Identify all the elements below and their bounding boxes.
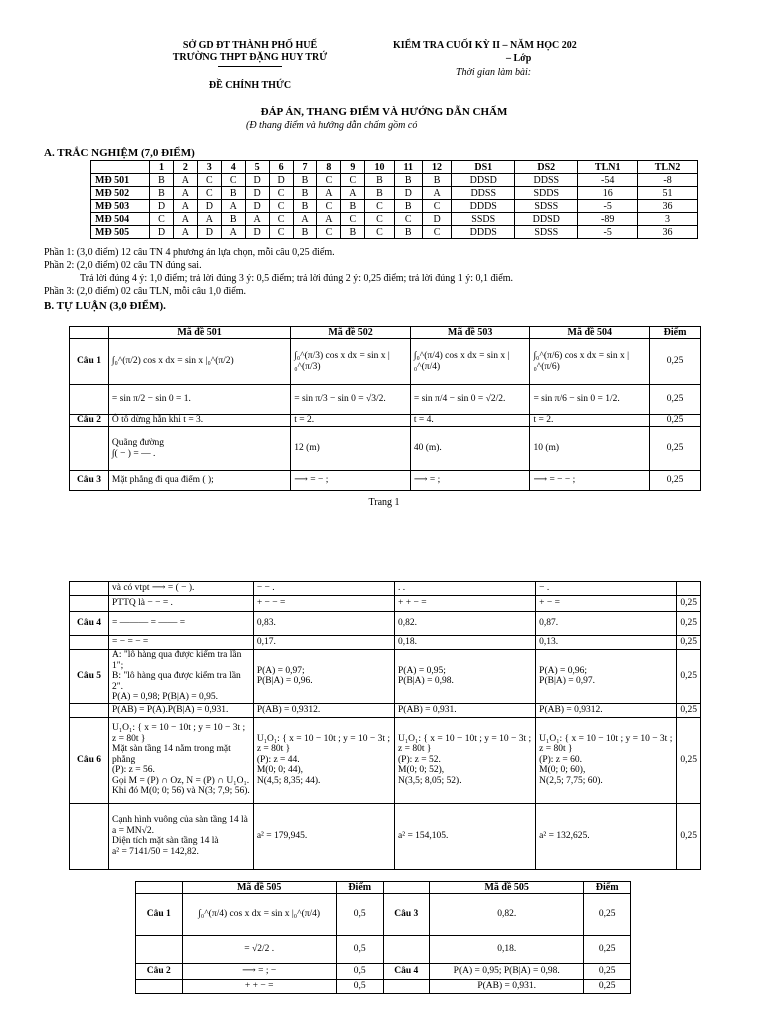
header-cell: 4	[221, 161, 245, 174]
answer-cell: C	[365, 226, 394, 239]
answer-cell: P(A) = 0,95; P(B|A) = 0,98.	[430, 964, 584, 980]
essay-table-page1	[69, 326, 701, 491]
answer-cell: C	[365, 213, 394, 226]
table-505	[135, 881, 631, 994]
table-row	[136, 936, 631, 964]
answer-cell: C	[269, 213, 293, 226]
table-row	[136, 894, 631, 936]
answer-cell: C	[394, 213, 422, 226]
answer-cell: 16	[578, 187, 638, 200]
header-cell: 9	[341, 161, 365, 174]
answer-cell: B	[394, 200, 422, 213]
points-cell: 0,25	[677, 803, 701, 869]
points-cell: 0,25	[650, 427, 701, 471]
answer-cell: ⟶ = − − ;	[530, 471, 650, 491]
table-row	[70, 612, 701, 636]
answer-cell: + + − =	[182, 980, 336, 994]
question-cell	[70, 636, 109, 650]
answer-cell: C	[197, 174, 221, 187]
answer-cell: U₁O₁: { x = 10 − 10t ; y = 10 − 3t ; z = 80t } (P): z = 60. M(0; 0; 60), N(2,5; 7,75; 60).	[536, 717, 677, 803]
answer-cell: D	[197, 200, 221, 213]
table-row	[70, 582, 701, 596]
points-cell: 0,25	[584, 964, 631, 980]
answer-cell: P(AB) = 0,931.	[395, 703, 536, 717]
answer-cell: C	[317, 200, 341, 213]
table-row	[70, 415, 701, 427]
answer-row	[91, 213, 698, 226]
answer-cell: Quãng đường ∫( − ) = — .	[108, 427, 290, 471]
question-cell: Câu 1	[136, 894, 183, 936]
answer-cell: A	[173, 200, 197, 213]
answer-cell: Ô tô dừng hẳn khi t = 3.	[108, 415, 290, 427]
answer-cell: P(A) = 0,96; P(B|A) = 0,97.	[536, 650, 677, 704]
answer-cell: A	[221, 200, 245, 213]
answer-cell: ∫₀^(π/3) cos x dx = sin x |₀^(π/3)	[291, 339, 411, 385]
points-cell: 0,25	[584, 936, 631, 964]
answer-cell: C	[317, 226, 341, 239]
answer-cell: 36	[638, 226, 698, 239]
answer-cell: C	[269, 226, 293, 239]
answer-cell: P(AB) = 0,931.	[430, 980, 584, 994]
answer-cell: A	[173, 187, 197, 200]
answer-cell: D	[422, 213, 451, 226]
answer-cell: PTTQ là − − = .	[109, 596, 254, 612]
page-number: Trang 1	[368, 497, 400, 508]
answer-cell: DDSD	[515, 213, 578, 226]
answer-cell: = sin π/4 − sin 0 = √2/2.	[410, 385, 530, 415]
answer-cell: SDDS	[515, 187, 578, 200]
answer-cell: U₁O₁: { x = 10 − 10t ; y = 10 − 3t ; z = 80t } Mặt sàn tầng 14 nằm trong mặt phẳng (P): z = 56. Gọi M = (P) ∩ Oz, N = (P) ∩ U₁O₁. Khi đó M(0; 0; 56) và N(3; 7,9; 56).	[109, 717, 254, 803]
points-cell: 0,25	[584, 980, 631, 994]
header-cell: 3	[197, 161, 221, 174]
table-row	[70, 636, 701, 650]
header-cell: Điểm	[336, 882, 383, 894]
table-row	[70, 596, 701, 612]
points-cell: 0,25	[650, 471, 701, 491]
answer-cell: − .	[536, 582, 677, 596]
answer-cell: ⟶ = − ;	[291, 471, 411, 491]
answer-cell: B	[150, 187, 174, 200]
part-a-notes	[44, 246, 513, 298]
header-cell	[91, 161, 150, 174]
answer-row	[91, 226, 698, 239]
answer-cell: A	[245, 213, 269, 226]
points-cell: 0,5	[336, 980, 383, 994]
question-cell: Câu 2	[136, 964, 183, 980]
table-row	[70, 339, 701, 385]
answer-cell: D	[245, 174, 269, 187]
header-cell: Mã đề 504	[530, 327, 650, 339]
answer-cell: t = 4.	[410, 415, 530, 427]
answer-cell: B	[422, 174, 451, 187]
points-cell: 0,25	[677, 636, 701, 650]
header-cell	[383, 882, 430, 894]
answer-cell: A	[341, 187, 365, 200]
answer-cell: B	[221, 187, 245, 200]
answer-cell: D	[150, 200, 174, 213]
points-cell: 0,25	[650, 415, 701, 427]
header-cell: Mã đề 505	[182, 882, 336, 894]
answer-cell: C	[197, 187, 221, 200]
question-cell: Câu 1	[70, 339, 109, 385]
answer-cell: P(A) = 0,95; P(B|A) = 0,98.	[395, 650, 536, 704]
answer-cell: a² = 132,625.	[536, 803, 677, 869]
table-row	[70, 471, 701, 491]
answer-cell: = sin π/3 − sin 0 = √3/2.	[291, 385, 411, 415]
answer-cell: D	[245, 226, 269, 239]
question-cell: Câu 4	[70, 612, 109, 636]
answer-cell: B	[293, 226, 317, 239]
header-cell: 1	[150, 161, 174, 174]
answer-cell: = sin π/6 − sin 0 = 1/2.	[530, 385, 650, 415]
answer-cell: 0,82.	[430, 894, 584, 936]
essay-header-row	[70, 327, 701, 339]
header-cell: Mã đề 502	[291, 327, 411, 339]
answer-cell: t = 2.	[530, 415, 650, 427]
table-row	[70, 650, 701, 704]
question-cell	[383, 980, 430, 994]
header-cell: 11	[394, 161, 422, 174]
answer-cell: 0,83.	[253, 612, 394, 636]
doc-title: ĐÁP ÁN, THANG ĐIỂM VÀ HƯỚNG DẪN CHẤM	[260, 106, 508, 118]
question-cell	[70, 385, 109, 415]
answer-cell: 10 (m)	[530, 427, 650, 471]
answer-cell: D	[394, 187, 422, 200]
table-row	[70, 717, 701, 803]
answer-cell: B	[150, 174, 174, 187]
part-a-heading: A. TRẮC NGHIỆM (7,0 ĐIỂM)	[44, 147, 195, 159]
answer-row	[91, 200, 698, 213]
answer-cell: A	[173, 226, 197, 239]
header-cell: 10	[365, 161, 394, 174]
answer-cell: C	[341, 174, 365, 187]
answer-cell: D	[245, 200, 269, 213]
note-part3: Phần 3: (2,0 điểm) 02 câu TLN, mỗi câu 1,0 điểm.	[44, 286, 246, 297]
answer-cell: B	[221, 213, 245, 226]
answer-cell: và có vtpt ⟶ = ( − ).	[109, 582, 254, 596]
answer-cell: D	[269, 174, 293, 187]
answer-cell: = sin π/2 − sin 0 = 1.	[108, 385, 290, 415]
answer-cell: B	[365, 187, 394, 200]
answer-cell: DDSD	[452, 174, 515, 187]
header-cell: 5	[245, 161, 269, 174]
points-cell: 0,5	[336, 894, 383, 936]
answer-cell: . .	[395, 582, 536, 596]
answer-cell: A: "lô hàng qua được kiểm tra lần 1"; B: "lô hàng qua được kiểm tra lần 2". P(A) = 0,98; P(B|A) = 0,95.	[109, 650, 254, 704]
header-cell: TLN2	[638, 161, 698, 174]
answer-cell: ⟶ = ; −	[182, 964, 336, 980]
answer-row	[91, 187, 698, 200]
answer-cell: DDDS	[452, 200, 515, 213]
answer-cell: C	[422, 200, 451, 213]
header-cell: 6	[269, 161, 293, 174]
answer-cell: 0,17.	[253, 636, 394, 650]
answer-cell: = − = − =	[109, 636, 254, 650]
note-part1: Phần 1: (3,0 điểm) 12 câu TN 4 phương án lựa chọn, mỗi câu 0,25 điểm.	[44, 247, 335, 258]
header-divider	[218, 66, 282, 67]
question-cell: Câu 3	[383, 894, 430, 936]
answer-cell: A	[221, 226, 245, 239]
answer-cell: A	[293, 213, 317, 226]
answer-cell: ∫₀^(π/4) cos x dx = sin x |₀^(π/4)	[182, 894, 336, 936]
answer-cell: B	[394, 226, 422, 239]
header-cell: Điểm	[650, 327, 701, 339]
answer-cell: A	[173, 174, 197, 187]
answer-cell: SSDS	[452, 213, 515, 226]
points-cell: 0,25	[677, 612, 701, 636]
answer-cell: Cạnh hình vuông của sàn tầng 14 là a = MN√2. Diện tích mặt sàn tầng 14 là a² = 7141/50 = 142,82.	[109, 803, 254, 869]
answer-cell: B	[293, 174, 317, 187]
header-cell	[70, 327, 109, 339]
answer-cell: 3	[638, 213, 698, 226]
answer-header-row	[91, 161, 698, 174]
answer-cell: + − − =	[253, 596, 394, 612]
header-cell: 7	[293, 161, 317, 174]
points-cell: 0,25	[650, 385, 701, 415]
answer-cell: ⟶ = ;	[410, 471, 530, 491]
answer-cell: C	[269, 187, 293, 200]
question-cell	[70, 803, 109, 869]
answer-cell: P(AB) = 0,9312.	[253, 703, 394, 717]
header-cell: 12	[422, 161, 451, 174]
header-cell	[136, 882, 183, 894]
answer-cell: P(AB) = 0,9312.	[536, 703, 677, 717]
exam-code-cell: MĐ 502	[91, 187, 150, 200]
answer-cell: B	[341, 226, 365, 239]
essay-table-page2	[69, 581, 701, 870]
answer-cell: C	[221, 174, 245, 187]
exam-code-cell: MĐ 504	[91, 213, 150, 226]
header-cell: DS1	[452, 161, 515, 174]
answer-cell: -89	[578, 213, 638, 226]
answer-cell: D	[197, 226, 221, 239]
dept-name: SỞ GD ĐT THÀNH PHỐ HUẾ	[182, 40, 318, 51]
answer-cell: DDSS	[452, 187, 515, 200]
answer-cell: A	[197, 213, 221, 226]
points-cell: 0,25	[677, 596, 701, 612]
answer-cell: U₁O₁: { x = 10 − 10t ; y = 10 − 3t ; z = 80t } (P): z = 44. M(0; 0; 44), N(4,5; 8,35; 44).	[253, 717, 394, 803]
header-cell: Điểm	[584, 882, 631, 894]
points-cell: 0,5	[336, 964, 383, 980]
answer-cell: A	[317, 213, 341, 226]
grade-label: – Lớp	[506, 53, 532, 64]
answer-cell: A	[422, 187, 451, 200]
answer-cell: D	[245, 187, 269, 200]
answer-cell: B	[365, 174, 394, 187]
question-cell	[70, 703, 109, 717]
answer-cell: -8	[638, 174, 698, 187]
header-cell: 8	[317, 161, 341, 174]
answer-cell: 12 (m)	[291, 427, 411, 471]
table-row	[70, 703, 701, 717]
question-cell	[383, 936, 430, 964]
answer-cell: + + − =	[395, 596, 536, 612]
exam-code-cell: MĐ 501	[91, 174, 150, 187]
exam-code-cell: MĐ 503	[91, 200, 150, 213]
answer-cell: ∫₀^(π/4) cos x dx = sin x |₀^(π/4)	[410, 339, 530, 385]
answer-cell: SDSS	[515, 226, 578, 239]
table-row	[70, 803, 701, 869]
answer-cell: P(A) = 0,97; P(B|A) = 0,96.	[253, 650, 394, 704]
answer-cell: 0,87.	[536, 612, 677, 636]
answer-cell: B	[293, 187, 317, 200]
table-row	[70, 427, 701, 471]
answer-cell: C	[341, 213, 365, 226]
answer-cell: 51	[638, 187, 698, 200]
answer-cell: = ——— = —— =	[109, 612, 254, 636]
answer-cell: D	[150, 226, 174, 239]
header-cell: Mã đề 503	[410, 327, 530, 339]
points-cell: 0,5	[336, 936, 383, 964]
points-cell: 0,25	[677, 703, 701, 717]
points-cell: 0,25	[584, 894, 631, 936]
answer-cell: A	[173, 213, 197, 226]
answer-cell: 40 (m).	[410, 427, 530, 471]
answer-cell: DDSS	[515, 174, 578, 187]
question-cell	[136, 980, 183, 994]
answer-key-table	[90, 160, 698, 239]
header-cell: 2	[173, 161, 197, 174]
time-label: Thời gian làm bài:	[456, 67, 532, 78]
question-cell: Câu 4	[383, 964, 430, 980]
answer-cell: -5	[578, 226, 638, 239]
answer-cell: C	[422, 226, 451, 239]
answer-cell: Mặt phẳng đi qua điểm ( );	[108, 471, 290, 491]
question-cell	[70, 596, 109, 612]
points-cell	[677, 582, 701, 596]
answer-cell: 0,18.	[430, 936, 584, 964]
header-cell: DS2	[515, 161, 578, 174]
answer-cell: SDSS	[515, 200, 578, 213]
question-cell: Câu 6	[70, 717, 109, 803]
table-row	[70, 385, 701, 415]
part-b-heading: B. TỰ LUẬN (3,0 ĐIỂM).	[44, 300, 166, 312]
answer-cell: − − .	[253, 582, 394, 596]
answer-row	[91, 174, 698, 187]
answer-cell: = √2/2 .	[182, 936, 336, 964]
answer-cell: 0,18.	[395, 636, 536, 650]
answer-cell: P(AB) = P(A).P(B|A) = 0,931.	[109, 703, 254, 717]
points-cell: 0,25	[650, 339, 701, 385]
answer-cell: 0,13.	[536, 636, 677, 650]
answer-cell: C	[317, 174, 341, 187]
note-part2-scoring: Trả lời đúng 4 ý: 1,0 điểm; trả lời đúng 3 ý: 0,5 điểm; trả lời đúng 2 ý: 0,25 điểm; trả lời đúng 1 ý: 0,1 điểm.	[80, 273, 513, 284]
exam-title: KIỂM TRA CUỐI KỲ II – NĂM HỌC 202	[393, 40, 577, 51]
answer-cell: DDDS	[452, 226, 515, 239]
question-cell	[70, 582, 109, 596]
answer-cell: a² = 154,105.	[395, 803, 536, 869]
official-label: ĐỀ CHÍNH THỨC	[208, 80, 292, 91]
table-row	[136, 980, 631, 994]
answer-cell: ∫₀^(π/2) cos x dx = sin x |₀^(π/2)	[108, 339, 290, 385]
doc-subtitle: (Đ thang điểm và hướng dẫn chấm gồm có	[246, 120, 418, 131]
answer-cell: + − =	[536, 596, 677, 612]
exam-code-cell: MĐ 505	[91, 226, 150, 239]
answer-cell: ∫₀^(π/6) cos x dx = sin x |₀^(π/6)	[530, 339, 650, 385]
note-part2: Phần 2: (2,0 điểm) 02 câu TN đúng sai.	[44, 260, 202, 271]
answer-cell: C	[150, 213, 174, 226]
answer-cell: U₁O₁: { x = 10 − 10t ; y = 10 − 3t ; z = 80t } (P): z = 52. M(0; 0; 52), N(3,5; 8,05; 52).	[395, 717, 536, 803]
points-cell: 0,25	[677, 650, 701, 704]
header-cell: TLN1	[578, 161, 638, 174]
answer-cell: -54	[578, 174, 638, 187]
points-cell: 0,25	[677, 717, 701, 803]
question-cell	[136, 936, 183, 964]
question-cell: Câu 3	[70, 471, 109, 491]
answer-cell: A	[317, 187, 341, 200]
header-cell: Mã đề 505	[430, 882, 584, 894]
question-cell: Câu 5	[70, 650, 109, 704]
answer-cell: C	[365, 200, 394, 213]
answer-cell: a² = 179,945.	[253, 803, 394, 869]
question-cell	[70, 427, 109, 471]
header-cell: Mã đề 501	[108, 327, 290, 339]
answer-cell: C	[269, 200, 293, 213]
answer-cell: -5	[578, 200, 638, 213]
answer-cell: t = 2.	[291, 415, 411, 427]
answer-cell: B	[341, 200, 365, 213]
answer-cell: 36	[638, 200, 698, 213]
answer-cell: B	[293, 200, 317, 213]
answer-cell: 0,82.	[395, 612, 536, 636]
school-name: TRƯỜNG THPT ĐẶNG HUY TRỨ	[172, 52, 328, 63]
question-cell: Câu 2	[70, 415, 109, 427]
answer-cell: B	[394, 174, 422, 187]
table-505-header-row	[136, 882, 631, 894]
table-row	[136, 964, 631, 980]
